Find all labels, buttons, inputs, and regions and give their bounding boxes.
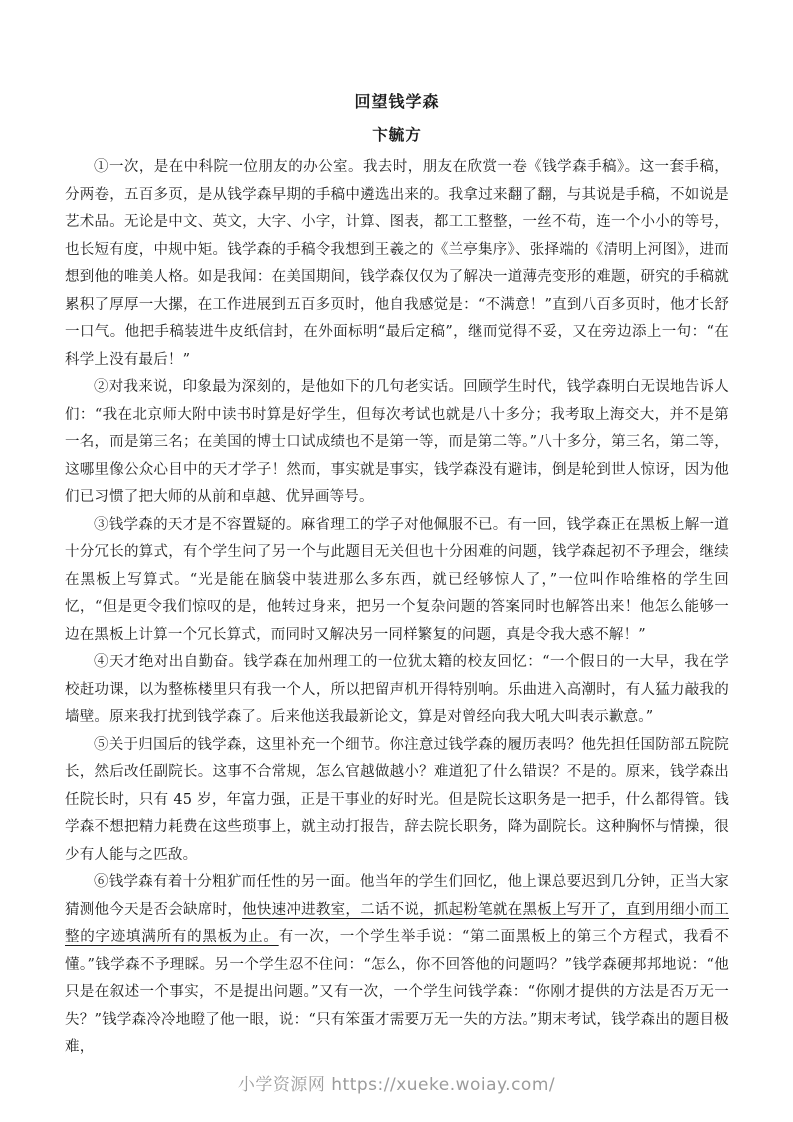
paragraph xyxy=(65,732,729,870)
paragraph xyxy=(65,374,729,512)
text-segment: ②对我来说，印象最为深刻的，是他如下的几句老实话。回顾学生时代，钱学森明白无误地告诉人们：“我在北京师大附中读书时算是好学生，但每次考试也就是八十多分；我考取上海交大，并不是第一名，而是第三名；在美国的博士口试成绩也不是第一等，而是第二等。”八十多分，第三名，第二等，这哪里像公众心目中的天才学子！然而，事实就是事实，钱学森没有避讳，倒是轮到世人惊讶，因为他们已习惯了把大师的从前和卓越、优异画等号。 xyxy=(65,379,729,505)
underlined-text: 他快速冲进教室，二话不说，抓起粉笔就在黑板上写开了，直到用细小而工整的字迹填满所有的黑板为止。 xyxy=(65,901,729,945)
doc-author: 卞毓方 xyxy=(372,125,422,144)
doc-body xyxy=(65,154,729,1062)
text-segment: ⑤关于归国后的钱学森，这里补充一个细节。你注意过钱学森的履历表吗？他先担任国防部五院院长，然后改任副院长。这事不合常规，怎么官越做越小？难道犯了什么错误？不是的。原来，钱学森出任院长时，只有 45 岁，年富力强，正是干事业的好时光。但是院长这职务是一把手，什么都得管。钱学森不想把精力耗费在这些琐事上，就主动打报告，辞去院长职务，降为副院长。这种胸怀与情操，很少有人能与之匹敌。 xyxy=(65,736,729,863)
text-segment: ⑥钱学森有着十分粗犷而任性的另一面。他当年的学生们回忆，他上课总要迟到几分钟，正当大家猜测他今天是否会缺席时， xyxy=(65,874,729,918)
text-segment: ③钱学森的天才是不容置疑的。麻省理工的学子对他佩服不已。有一回，钱学森正在黑板上解一道十分冗长的算式，有个学生问了另一个与此题目无关但也十分困难的问题，钱学森起初不予理会，继续在黑板上写算式。“光是能在脑袋中装进那么多东西，就已经够惊人了，”一位叫作哈维格的学生回忆，“但是更令我们惊叹的是，他转过身来，把另一个复杂问题的答案同时也解答出来！他怎么能够一边在黑板上计算一个冗长算式，而同时又解决另一同样繁复的问题，真是令我大惑不解！” xyxy=(65,516,729,643)
document-content xyxy=(65,93,729,1062)
paragraph xyxy=(65,154,729,374)
paragraph xyxy=(65,869,729,1062)
text-segment: ①一次，是在中科院一位朋友的办公室。我去时，朋友在欣赏一卷《钱学森手稿》。这一套手稿，分两卷，五百多页，是从钱学森早期的手稿中遴选出来的。我拿过来翻了翻，与其说是手稿，不如说是艺术品。无论是中文、英文，大字、小字，计算、图表，都工工整整，一丝不苟，连一个小小的等号，也长短有度，中规中矩。钱学森的手稿令我想到王羲之的《兰亭集序》、张择端的《清明上河图》，进而想到他的唯美人格。如是我闻：在美国期间，钱学森仅仅为了解决一道薄壳变形的难题，研究的手稿就累积了厚厚一大摞，在工作进展到五百多页时，他自我感觉是：“不满意！”直到八百多页时，他才长舒一口气。他把手稿装进牛皮纸信封，在外面标明“最后定稿”，继而觉得不妥，又在旁边添上一句：“在科学上没有最后！” xyxy=(65,159,729,368)
text-segment: 有一次，一个学生举手说：“第二面黑板上的第三个方程式，我看不懂。”钱学森不予理睬。另一个学生忍不住问：“怎么，你不回答他的问题吗？”钱学森硬邦邦地说：“他只是在叙述一个事实，不是提出问题。”又有一次，一个学生问钱学森：“你刚才提供的方法是否万无一失？”钱学森冷冷地瞪了他一眼，说：“只有笨蛋才需要万无一失的方法。”期末考试，钱学森出的题目极难， xyxy=(65,929,729,1055)
text-segment: ④天才绝对出自勤奋。钱学森在加州理工的一位犹太籍的校友回忆：“一个假日的一大早，我在学校赶功课，以为整栋楼里只有我一个人，所以把留声机开得特别响。乐曲进入高潮时，有人猛力敲我的墙壁。原来我打扰到钱学森了。后来他送我最新论文，算是对曾经向我大吼大叫表示歉意。” xyxy=(65,654,729,725)
doc-title: 回望钱学森 xyxy=(354,92,440,111)
footer-watermark: 小学资源网 https://xueke.woiay.com/ xyxy=(237,1075,556,1095)
paragraph xyxy=(65,512,729,650)
paragraph xyxy=(65,649,729,732)
